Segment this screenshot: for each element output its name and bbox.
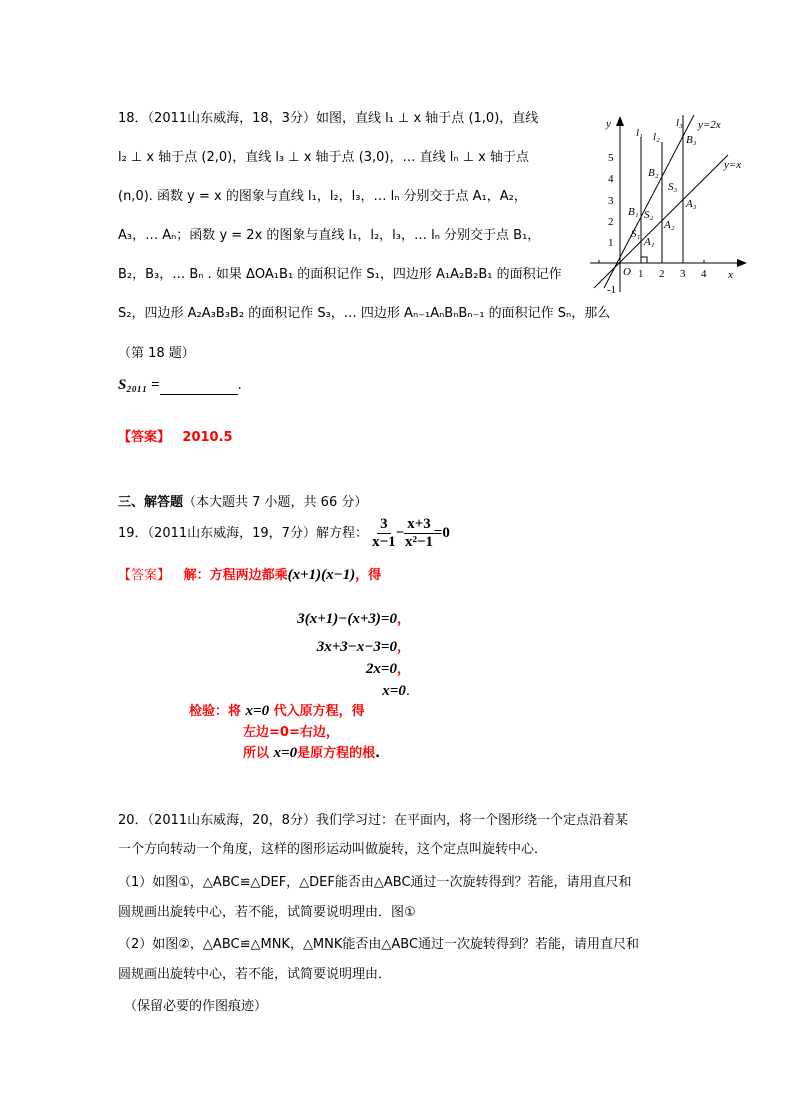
b2-label: B₂ <box>648 167 659 179</box>
x-axis-arrow-icon <box>737 259 747 267</box>
check-end: . <box>375 746 381 761</box>
q18-blank-prefix: S₂₀₁₁ = <box>118 377 160 393</box>
x-tick-4: 4 <box>701 268 707 280</box>
x-tick-1: 1 <box>638 268 644 280</box>
answer-value: 2010.5 <box>182 430 233 445</box>
y-axis-arrow-icon <box>616 116 624 126</box>
step-end: . <box>405 684 410 699</box>
frac2-numerator: x+3 <box>404 516 434 534</box>
section-3-heading <box>118 494 367 512</box>
a2-label: A₂ <box>664 219 675 231</box>
fraction-1 <box>372 516 396 551</box>
check-line-2: 左边=0=右边， <box>243 725 339 740</box>
q18-line-6: S₂，四边形 A₂A₃B₃B₂ 的面积记作 S₃，… 四边形 Aₙ₋₁AₙBₙBₙ₋₁ 的面积记作 Sₙ，那么 <box>118 306 611 321</box>
check-text: 是原方程的根 <box>297 746 376 761</box>
q18-figure <box>590 110 760 295</box>
y-tick-1: 1 <box>608 237 614 249</box>
q18-blank-line <box>118 376 242 395</box>
step-end: ， <box>396 640 410 655</box>
s3-label: S₃ <box>668 181 678 193</box>
x-tick-3: 3 <box>680 268 686 280</box>
check-text: 所以 <box>243 746 270 761</box>
q18-line-3: (n,0). 函数 y = x 的图象与直线 l₁，l₂，l₃，… lₙ 分别交于点 A₁，A₂， <box>118 189 527 204</box>
solution-intro-end: ，得 <box>355 568 382 583</box>
frac2-denominator: x²−1 <box>404 534 434 550</box>
neg-tick-label: -1 <box>607 284 617 295</box>
answer-label: 【答案】 <box>118 568 171 583</box>
answer-label: 【答案】 <box>118 430 171 445</box>
a1-label: A₁ <box>644 236 655 248</box>
solution-intro: 解：方程两边都乘 <box>183 568 288 583</box>
b3-label: B₃ <box>686 134 697 146</box>
q18-blank-suffix: . <box>237 378 242 393</box>
q20-line-5: （2）如图②，△ABC≌△MNK，△MNK能否由△ABC通过一次旋转得到？若能，请用直尺和 <box>118 937 640 952</box>
origin-label: O <box>623 266 631 278</box>
step-expr: 3x+3−x−3=0 <box>316 639 397 655</box>
fraction-2 <box>404 516 434 551</box>
frac1-denominator: x−1 <box>372 534 396 550</box>
s1-label: S₁ <box>631 228 641 240</box>
q18-line-4: A₃，… Aₙ；函数 y = 2x 的图象与直线 l₁，l₂，l₃，… lₙ 分别交于点 B₁， <box>118 228 541 243</box>
s2-label: S₂ <box>644 209 654 221</box>
check-expr: x=0 <box>245 703 270 719</box>
q18-line-1: 18．（2011山东威海，18，3分）如图，直线 l₁ ⊥ x 轴于点 (1,0)，直线 <box>118 111 539 126</box>
y-axis-label: y <box>606 118 611 130</box>
step-expr: x=0 <box>382 683 406 699</box>
func-2x-label: y=2x <box>698 119 721 131</box>
q19-prompt <box>118 515 450 552</box>
q18-answer <box>118 429 233 447</box>
q20-line-3: （1）如图①，△ABC≌△DEF，△DEF能否由△ABC通过一次旋转得到？若能，请用直尺和 <box>118 875 632 890</box>
y-tick-5: 5 <box>608 152 614 164</box>
q20-line-1: 20．（2011山东威海，20，8分）我们学习过：在平面内，将一个图形绕一个定点沿着某 <box>118 813 628 828</box>
step-expr: 3(x+1)−(x+3)=0 <box>297 611 397 627</box>
step-3 <box>366 660 410 679</box>
step-1 <box>297 610 410 629</box>
y-tick-3: 3 <box>608 195 614 207</box>
q18-line-2: l₂ ⊥ x 轴于点 (2,0)，直线 l₃ ⊥ x 轴于点 (3,0)，… 直线 lₙ ⊥ x 轴于点 <box>118 150 529 165</box>
check-text: 检验：将 <box>189 704 242 719</box>
check-line-1 <box>189 702 365 721</box>
l3-label: l₃ <box>676 117 683 129</box>
b1-label: B₁ <box>628 206 639 218</box>
l2-label: l₂ <box>653 131 660 143</box>
l1-label: l₁ <box>636 127 643 139</box>
func-x-label: y=x <box>724 159 742 171</box>
x-axis-label: x <box>728 269 733 281</box>
step-2 <box>317 638 410 657</box>
step-end: ， <box>396 662 410 677</box>
check-text: 代入原方程，得 <box>273 704 365 719</box>
y-tick-2: 2 <box>608 216 614 228</box>
check-expr: x=0 <box>273 745 298 761</box>
equals-zero: =0 <box>433 525 450 541</box>
q19-prefix: 19．（2011山东威海，19，7分）解方程： <box>118 526 368 541</box>
q20-line-4: 圆规画出旋转中心，若不能，试简要说明理由．图① <box>118 905 416 920</box>
right-angle-mark <box>641 257 647 263</box>
check-line-3 <box>243 744 380 763</box>
q20-line-6: 圆规画出旋转中心，若不能，试简要说明理由． <box>118 967 392 982</box>
q20-line-2: 一个方向转动一个角度，这样的图形运动叫做旋转，这个定点叫旋转中心． <box>118 842 548 857</box>
frac1-numerator: 3 <box>377 516 391 534</box>
minus-sign: − <box>395 525 405 541</box>
step-expr: 2x=0 <box>365 661 397 677</box>
q20-line-7: （保留必要的作图痕迹） <box>124 999 268 1014</box>
solution-factor: (x+1)(x−1) <box>287 567 356 583</box>
q19-answer-line <box>118 566 381 585</box>
x-tick-2: 2 <box>659 268 665 280</box>
q18-line-5: B₂，B₃，… Bₙ . 如果 ΔOA₁B₁ 的面积记作 S₁，四边形 A₁A₂B₂B₁ 的面积记作 <box>118 267 562 282</box>
y-tick-4: 4 <box>608 173 614 185</box>
step-4 <box>382 682 410 701</box>
step-end: ， <box>396 612 410 627</box>
answer-blank <box>160 380 238 395</box>
a3-label: A₃ <box>686 198 697 210</box>
section-note: （本大题共 7 小题，共 66 分） <box>183 495 368 510</box>
section-title: 三、解答题 <box>118 495 184 510</box>
q18-caption: （第 18 题） <box>118 346 195 361</box>
